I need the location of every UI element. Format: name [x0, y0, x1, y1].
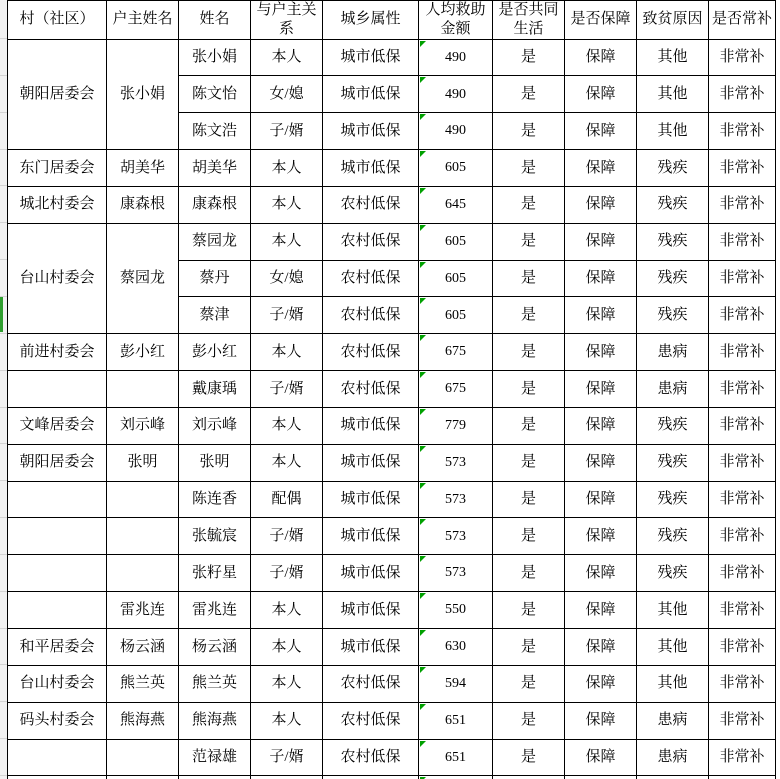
cell-secured[interactable]: 保障 [565, 76, 637, 113]
cell-village[interactable] [8, 555, 107, 592]
number-as-text-indicator-icon [420, 409, 426, 415]
cell-village[interactable] [8, 481, 107, 518]
cell-secured[interactable]: 保障 [565, 186, 637, 223]
cell-village[interactable]: 东门居委会 [8, 150, 107, 187]
header-name[interactable]: 姓名 [179, 1, 251, 40]
cell-regular[interactable]: 非常补 [709, 444, 776, 481]
cell-area[interactable]: 农村低保 [323, 186, 419, 223]
cell-cause[interactable]: 残疾 [637, 555, 709, 592]
cell-head[interactable]: 康森根 [107, 186, 179, 223]
cell-secured[interactable]: 保障 [565, 481, 637, 518]
number-as-text-indicator-icon [420, 704, 426, 710]
cell-area[interactable]: 城市低保 [323, 76, 419, 113]
amount-value: 605 [445, 233, 466, 249]
cell-village[interactable]: 码头村委会 [8, 702, 107, 739]
number-as-text-indicator-icon [420, 77, 426, 83]
cell-regular[interactable]: 非常补 [709, 186, 776, 223]
cell-together[interactable]: 是 [493, 260, 565, 297]
sheet-gridline [0, 259, 7, 260]
cell-amount[interactable] [419, 113, 493, 150]
cell-secured[interactable]: 保障 [565, 39, 637, 76]
cell-amount[interactable] [419, 702, 493, 739]
cell-together[interactable]: 是 [493, 739, 565, 776]
cell-village[interactable]: 台山村委会 [8, 665, 107, 702]
sheet-gridline [0, 112, 7, 113]
cell-relation[interactable]: 子/婿 [251, 371, 323, 408]
cell-amount[interactable] [419, 665, 493, 702]
amount-value: 651 [445, 749, 466, 765]
cell-head[interactable]: 熊兰英 [107, 665, 179, 702]
cell-secured[interactable]: 保障 [565, 297, 637, 334]
cell-together[interactable]: 是 [493, 444, 565, 481]
cell-secured[interactable]: 保障 [565, 665, 637, 702]
number-as-text-indicator-icon [420, 262, 426, 268]
sheet-gridline [0, 75, 7, 76]
table-body [8, 39, 776, 779]
cell-together[interactable]: 是 [493, 555, 565, 592]
cell-name[interactable]: 康森根 [179, 186, 251, 223]
cell-cause[interactable]: 其他 [637, 39, 709, 76]
cell-relation[interactable]: 本人 [251, 444, 323, 481]
header-secured[interactable]: 是否保障 [565, 1, 637, 40]
number-as-text-indicator-icon [420, 483, 426, 489]
cell-together[interactable]: 是 [493, 629, 565, 666]
sheet-gridline [0, 38, 7, 39]
amount-value: 605 [445, 307, 466, 323]
amount-value: 675 [445, 381, 466, 397]
cell-relation[interactable]: 子/婿 [251, 739, 323, 776]
sheet-gridline [0, 222, 7, 223]
cell-secured[interactable]: 保障 [565, 629, 637, 666]
header-regular[interactable]: 是否常补 [709, 1, 776, 40]
cell-regular[interactable]: 非常补 [709, 739, 776, 776]
cell-cause[interactable]: 残疾 [637, 186, 709, 223]
sheet-gridline [0, 554, 7, 555]
cell-amount[interactable] [419, 518, 493, 555]
cell-together[interactable]: 是 [493, 113, 565, 150]
amount-value: 490 [445, 123, 466, 139]
table-row [8, 555, 776, 592]
cell-together[interactable]: 是 [493, 592, 565, 629]
cell-cause[interactable]: 残疾 [637, 223, 709, 260]
cell-cause[interactable]: 残疾 [637, 150, 709, 187]
cell-head[interactable] [107, 518, 179, 555]
cell-name[interactable]: 张小娟 [179, 39, 251, 76]
table-row [8, 702, 776, 739]
cell-secured[interactable]: 保障 [565, 555, 637, 592]
amount-value: 651 [445, 712, 466, 728]
cell-area[interactable]: 农村低保 [323, 297, 419, 334]
table-row [8, 518, 776, 555]
sheet-gridline [0, 185, 7, 186]
sheet-gridline [0, 333, 7, 334]
cell-cause[interactable]: 其他 [637, 629, 709, 666]
adjacent-column-sliver [0, 0, 7, 779]
sheet-gridline [0, 628, 7, 629]
cell-together[interactable]: 是 [493, 39, 565, 76]
cell-name[interactable]: 蔡丹 [179, 260, 251, 297]
cell-amount[interactable] [419, 481, 493, 518]
number-as-text-indicator-icon [420, 151, 426, 157]
cell-area[interactable]: 农村低保 [323, 739, 419, 776]
sheet-gridline [0, 443, 7, 444]
cell-amount[interactable] [419, 407, 493, 444]
table-row [8, 629, 776, 666]
cell-head[interactable]: 蔡园龙 [107, 223, 179, 334]
table-row [8, 444, 776, 481]
cell-amount[interactable] [419, 297, 493, 334]
number-as-text-indicator-icon [420, 188, 426, 194]
cell-name[interactable]: 范禄雄 [179, 739, 251, 776]
amount-value: 779 [445, 418, 466, 434]
cell-amount[interactable] [419, 739, 493, 776]
cell-area[interactable]: 城市低保 [323, 481, 419, 518]
cell-together[interactable]: 是 [493, 371, 565, 408]
cell-village[interactable]: 朝阳居委会 [8, 39, 107, 150]
cell-together[interactable]: 是 [493, 702, 565, 739]
cell-regular[interactable]: 非常补 [709, 371, 776, 408]
header-head[interactable]: 户主姓名 [107, 1, 179, 40]
sheet-gridline [0, 517, 7, 518]
header-village[interactable]: 村（社区） [8, 1, 107, 40]
cell-village[interactable] [8, 371, 107, 408]
table-row [8, 739, 776, 776]
number-as-text-indicator-icon [420, 667, 426, 673]
cell-amount[interactable] [419, 150, 493, 187]
cell-relation[interactable]: 本人 [251, 334, 323, 371]
cell-area[interactable]: 城市低保 [323, 444, 419, 481]
cell-relation[interactable]: 女/媳 [251, 260, 323, 297]
number-as-text-indicator-icon [420, 41, 426, 47]
cell-cause[interactable]: 残疾 [637, 444, 709, 481]
amount-value: 605 [445, 160, 466, 176]
cell-area[interactable]: 农村低保 [323, 334, 419, 371]
amount-value: 630 [445, 639, 466, 655]
cell-amount[interactable] [419, 444, 493, 481]
cell-relation[interactable]: 本人 [251, 150, 323, 187]
cell-head[interactable]: 刘示峰 [107, 407, 179, 444]
cell-name[interactable]: 彭小红 [179, 334, 251, 371]
sheet-gridline [0, 370, 7, 371]
cell-together[interactable]: 是 [493, 223, 565, 260]
cell-cause[interactable]: 残疾 [637, 297, 709, 334]
number-as-text-indicator-icon [420, 446, 426, 452]
cell-regular[interactable]: 非常补 [709, 260, 776, 297]
cell-regular[interactable]: 非常补 [709, 555, 776, 592]
cell-amount[interactable] [419, 592, 493, 629]
cell-regular[interactable]: 非常补 [709, 592, 776, 629]
amount-value: 573 [445, 454, 466, 470]
cell-relation[interactable]: 子/婿 [251, 555, 323, 592]
cell-together[interactable]: 是 [493, 665, 565, 702]
cell-area[interactable]: 城市低保 [323, 518, 419, 555]
cell-amount[interactable] [419, 555, 493, 592]
table-row [8, 665, 776, 702]
cell-head[interactable] [107, 739, 179, 776]
cell-village[interactable] [8, 592, 107, 629]
cell-area[interactable]: 城市低保 [323, 407, 419, 444]
number-as-text-indicator-icon [420, 335, 426, 341]
header-cause[interactable]: 致贫原因 [637, 1, 709, 40]
cell-head[interactable]: 杨云涵 [107, 629, 179, 666]
cell-area[interactable]: 农村低保 [323, 260, 419, 297]
cell-name[interactable]: 张籽星 [179, 555, 251, 592]
cell-name[interactable]: 陈文浩 [179, 113, 251, 150]
number-as-text-indicator-icon [420, 741, 426, 747]
cell-name[interactable]: 蔡园龙 [179, 223, 251, 260]
cell-relation[interactable]: 本人 [251, 186, 323, 223]
cell-secured[interactable]: 保障 [565, 150, 637, 187]
amount-value: 573 [445, 491, 466, 507]
cell-amount[interactable] [419, 334, 493, 371]
cell-village[interactable]: 台山村委会 [8, 223, 107, 334]
header-together[interactable]: 是否共同生活 [493, 1, 565, 40]
cell-name[interactable]: 戴康瑀 [179, 371, 251, 408]
table-row [8, 223, 776, 260]
number-as-text-indicator-icon [420, 556, 426, 562]
cell-name[interactable]: 刘示峰 [179, 407, 251, 444]
cell-cause[interactable]: 残疾 [637, 407, 709, 444]
cell-area[interactable]: 农村低保 [323, 223, 419, 260]
cell-name[interactable]: 雷兆连 [179, 592, 251, 629]
cell-secured[interactable]: 保障 [565, 113, 637, 150]
amount-value: 645 [445, 197, 466, 213]
cell-name[interactable]: 张明 [179, 444, 251, 481]
cell-cause[interactable]: 其他 [637, 592, 709, 629]
cell-village[interactable] [8, 739, 107, 776]
cell-village[interactable]: 和平居委会 [8, 629, 107, 666]
sheet-gridline [0, 738, 7, 739]
cell-head[interactable]: 熊海燕 [107, 702, 179, 739]
cell-cause[interactable]: 患病 [637, 371, 709, 408]
table-row [8, 371, 776, 408]
amount-value: 490 [445, 86, 466, 102]
header-relation[interactable]: 与户主关系 [251, 1, 323, 40]
cell-together[interactable]: 是 [493, 334, 565, 371]
cell-secured[interactable]: 保障 [565, 223, 637, 260]
assistance-table [7, 0, 776, 779]
cell-name[interactable]: 熊兰英 [179, 665, 251, 702]
cell-area[interactable]: 城市低保 [323, 113, 419, 150]
cell-relation[interactable]: 本人 [251, 223, 323, 260]
cell-cause[interactable]: 患病 [637, 702, 709, 739]
number-as-text-indicator-icon [420, 519, 426, 525]
cell-regular[interactable]: 非常补 [709, 407, 776, 444]
cell-relation[interactable]: 本人 [251, 592, 323, 629]
cell-secured[interactable]: 保障 [565, 407, 637, 444]
sheet-gridline [0, 664, 7, 665]
cell-relation[interactable]: 本人 [251, 39, 323, 76]
number-as-text-indicator-icon [420, 630, 426, 636]
cell-village[interactable]: 城北村委会 [8, 186, 107, 223]
cell-together[interactable]: 是 [493, 297, 565, 334]
cell-relation[interactable]: 子/婿 [251, 518, 323, 555]
cell-village[interactable]: 前进村委会 [8, 334, 107, 371]
cell-regular[interactable]: 非常补 [709, 150, 776, 187]
cell-head[interactable] [107, 481, 179, 518]
cell-name[interactable]: 陈连香 [179, 481, 251, 518]
cell-cause[interactable]: 其他 [637, 113, 709, 150]
cell-secured[interactable]: 保障 [565, 444, 637, 481]
cell-regular[interactable]: 非常补 [709, 76, 776, 113]
cell-name[interactable]: 熊海燕 [179, 702, 251, 739]
table-row [8, 592, 776, 629]
cell-name[interactable]: 蔡津 [179, 297, 251, 334]
number-as-text-indicator-icon [420, 114, 426, 120]
cell-area[interactable]: 农村低保 [323, 702, 419, 739]
amount-value: 675 [445, 344, 466, 360]
sheet-gridline [0, 701, 7, 702]
amount-value: 573 [445, 528, 466, 544]
cell-relation[interactable]: 子/婿 [251, 297, 323, 334]
cell-cause[interactable]: 其他 [637, 76, 709, 113]
table-row [8, 481, 776, 518]
number-as-text-indicator-icon [420, 225, 426, 231]
table-row [8, 39, 776, 76]
cell-area[interactable]: 城市低保 [323, 592, 419, 629]
cell-cause[interactable]: 残疾 [637, 260, 709, 297]
cell-village[interactable]: 文峰居委会 [8, 407, 107, 444]
cell-together[interactable]: 是 [493, 518, 565, 555]
header-row [8, 1, 776, 40]
cell-together[interactable]: 是 [493, 407, 565, 444]
cell-secured[interactable]: 保障 [565, 334, 637, 371]
cell-amount[interactable] [419, 260, 493, 297]
cell-head[interactable]: 胡美华 [107, 150, 179, 187]
cell-relation[interactable]: 本人 [251, 407, 323, 444]
amount-value: 594 [445, 676, 466, 692]
cell-regular[interactable]: 非常补 [709, 297, 776, 334]
cell-secured[interactable]: 保障 [565, 702, 637, 739]
number-as-text-indicator-icon [420, 298, 426, 304]
cell-name[interactable]: 杨云涵 [179, 629, 251, 666]
cell-cause[interactable]: 残疾 [637, 481, 709, 518]
cell-head[interactable] [107, 555, 179, 592]
cell-area[interactable]: 城市低保 [323, 629, 419, 666]
sheet-gridline [0, 480, 7, 481]
cell-regular[interactable]: 非常补 [709, 39, 776, 76]
cell-cause[interactable]: 残疾 [637, 518, 709, 555]
cell-cause[interactable]: 患病 [637, 334, 709, 371]
cell-amount[interactable] [419, 371, 493, 408]
cell-regular[interactable]: 非常补 [709, 481, 776, 518]
amount-value: 573 [445, 565, 466, 581]
table-row [8, 407, 776, 444]
cell-relation[interactable]: 本人 [251, 629, 323, 666]
cell-regular[interactable]: 非常补 [709, 113, 776, 150]
sheet-gridline [0, 407, 7, 408]
table-row [8, 186, 776, 223]
cell-head[interactable]: 彭小红 [107, 334, 179, 371]
cell-together[interactable]: 是 [493, 481, 565, 518]
cell-secured[interactable]: 保障 [565, 371, 637, 408]
header-amount[interactable]: 人均救助金额 [419, 1, 493, 40]
cell-secured[interactable]: 保障 [565, 739, 637, 776]
sheet-gridline [0, 775, 7, 776]
cell-together[interactable]: 是 [493, 150, 565, 187]
cell-cause[interactable]: 患病 [637, 739, 709, 776]
cell-name[interactable]: 胡美华 [179, 150, 251, 187]
cell-regular[interactable]: 非常补 [709, 223, 776, 260]
amount-value: 550 [445, 602, 466, 618]
cell-secured[interactable]: 保障 [565, 592, 637, 629]
cell-together[interactable]: 是 [493, 76, 565, 113]
cell-amount[interactable] [419, 629, 493, 666]
cell-area[interactable]: 城市低保 [323, 39, 419, 76]
cell-relation[interactable]: 本人 [251, 702, 323, 739]
sheet-gridline [0, 591, 7, 592]
amount-value: 605 [445, 270, 466, 286]
cell-relation[interactable]: 本人 [251, 665, 323, 702]
number-as-text-indicator-icon [420, 593, 426, 599]
table-row [8, 150, 776, 187]
cell-head[interactable]: 张小娟 [107, 39, 179, 150]
number-as-text-indicator-icon [420, 372, 426, 378]
cell-regular[interactable]: 非常补 [709, 665, 776, 702]
cell-head[interactable] [107, 371, 179, 408]
cell-together[interactable]: 是 [493, 186, 565, 223]
header-area[interactable]: 城乡属性 [323, 1, 419, 40]
cell-head[interactable]: 雷兆连 [107, 592, 179, 629]
cell-cause[interactable]: 其他 [637, 665, 709, 702]
row-selection-indicator [0, 297, 3, 332]
cell-regular[interactable]: 非常补 [709, 334, 776, 371]
cell-village[interactable] [8, 518, 107, 555]
cell-relation[interactable]: 子/婿 [251, 113, 323, 150]
cell-secured[interactable]: 保障 [565, 518, 637, 555]
cell-area[interactable]: 城市低保 [323, 555, 419, 592]
cell-amount[interactable] [419, 186, 493, 223]
cell-relation[interactable]: 女/媳 [251, 76, 323, 113]
table-row [8, 334, 776, 371]
cell-amount[interactable] [419, 223, 493, 260]
cell-regular[interactable]: 非常补 [709, 629, 776, 666]
sheet-gridline [0, 149, 7, 150]
amount-value: 490 [445, 49, 466, 65]
cell-name[interactable]: 张毓宸 [179, 518, 251, 555]
cell-village[interactable]: 朝阳居委会 [8, 444, 107, 481]
cell-area[interactable]: 农村低保 [323, 371, 419, 408]
cell-regular[interactable]: 非常补 [709, 518, 776, 555]
cell-relation[interactable]: 配偶 [251, 481, 323, 518]
cell-regular[interactable]: 非常补 [709, 702, 776, 739]
cell-secured[interactable]: 保障 [565, 260, 637, 297]
cell-area[interactable]: 城市低保 [323, 150, 419, 187]
cell-name[interactable]: 陈文怡 [179, 76, 251, 113]
cell-area[interactable]: 农村低保 [323, 665, 419, 702]
cell-amount[interactable] [419, 76, 493, 113]
cell-amount[interactable] [419, 39, 493, 76]
cell-head[interactable]: 张明 [107, 444, 179, 481]
